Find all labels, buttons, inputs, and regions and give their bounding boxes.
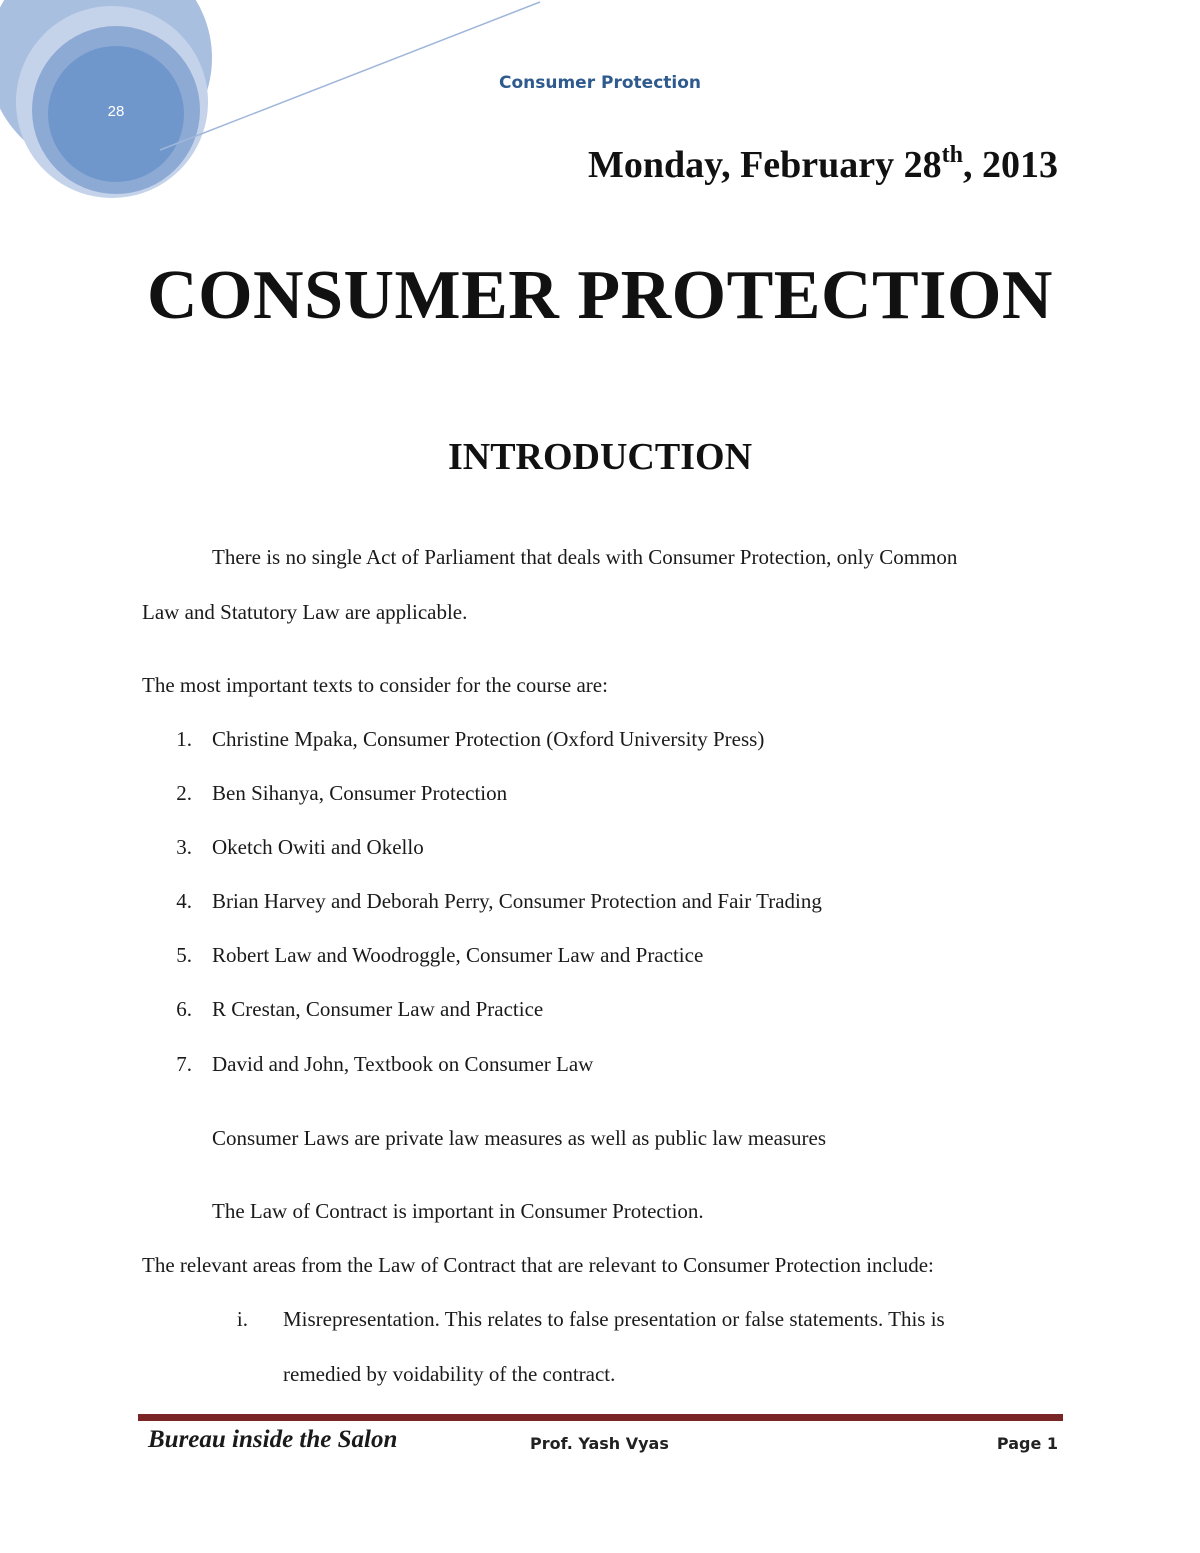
- page-number-badge: 28: [107, 103, 125, 120]
- paragraph-contract: The Law of Contract is important in Consumer Protection.: [212, 1199, 704, 1223]
- date-rest: , 2013: [963, 144, 1058, 186]
- list-item-text: Robert Law and Woodroggle, Consumer Law and Practice: [212, 943, 704, 967]
- list-item-text: Oketch Owiti and Okello: [212, 835, 424, 859]
- page-title: CONSUMER PROTECTION: [147, 257, 1053, 334]
- relevant-areas-lead: The relevant areas from the Law of Contract that are relevant to Consumer Protection include:: [142, 1253, 934, 1277]
- document-date: [588, 143, 1058, 187]
- list-item-number: i.: [236, 1307, 248, 1331]
- footer-left-text: Bureau inside the Salon: [148, 1426, 398, 1453]
- footer-divider: [138, 1414, 1063, 1421]
- date-prefix: Monday, February 28: [588, 144, 942, 186]
- list-item-number: 2.: [176, 781, 192, 805]
- list-item-number: 1.: [176, 727, 192, 751]
- list-item-text-line-1: Misrepresentation. This relates to false presentation or false statements. This is: [283, 1307, 945, 1331]
- list-item-text: Ben Sihanya, Consumer Protection: [212, 781, 508, 805]
- corner-circles-decoration: [0, 0, 560, 200]
- list-item-number: 5.: [176, 943, 192, 967]
- paragraph-private-public: Consumer Laws are private law measures as well as public law measures: [212, 1126, 827, 1150]
- list-item-number: 7.: [176, 1052, 192, 1076]
- footer-page-number: Page 1: [996, 1434, 1058, 1453]
- footer-author: Prof. Yash Vyas: [530, 1434, 669, 1453]
- list-item-number: 3.: [176, 835, 192, 859]
- list-item-text: David and John, Textbook on Consumer Law: [212, 1052, 594, 1076]
- list-item-text: Christine Mpaka, Consumer Protection (Oxford University Press): [212, 727, 765, 751]
- list-item-text: Brian Harvey and Deborah Perry, Consumer Protection and Fair Trading: [212, 889, 822, 913]
- intro-line-1: There is no single Act of Parliament that deals with Consumer Protection, only Common: [212, 545, 958, 569]
- section-heading: INTRODUCTION: [447, 436, 753, 478]
- list-item-text-line-2: remedied by voidability of the contract.: [283, 1362, 616, 1386]
- date-ordinal-suffix: th: [941, 142, 963, 168]
- list-item-text: R Crestan, Consumer Law and Practice: [212, 997, 544, 1021]
- list-item-number: 6.: [176, 997, 192, 1021]
- intro-line-2: Law and Statutory Law are applicable.: [142, 600, 468, 624]
- list-item-number: 4.: [176, 889, 192, 913]
- texts-lead: The most important texts to consider for the course are:: [142, 673, 608, 697]
- running-header-title: Consumer Protection: [498, 73, 702, 93]
